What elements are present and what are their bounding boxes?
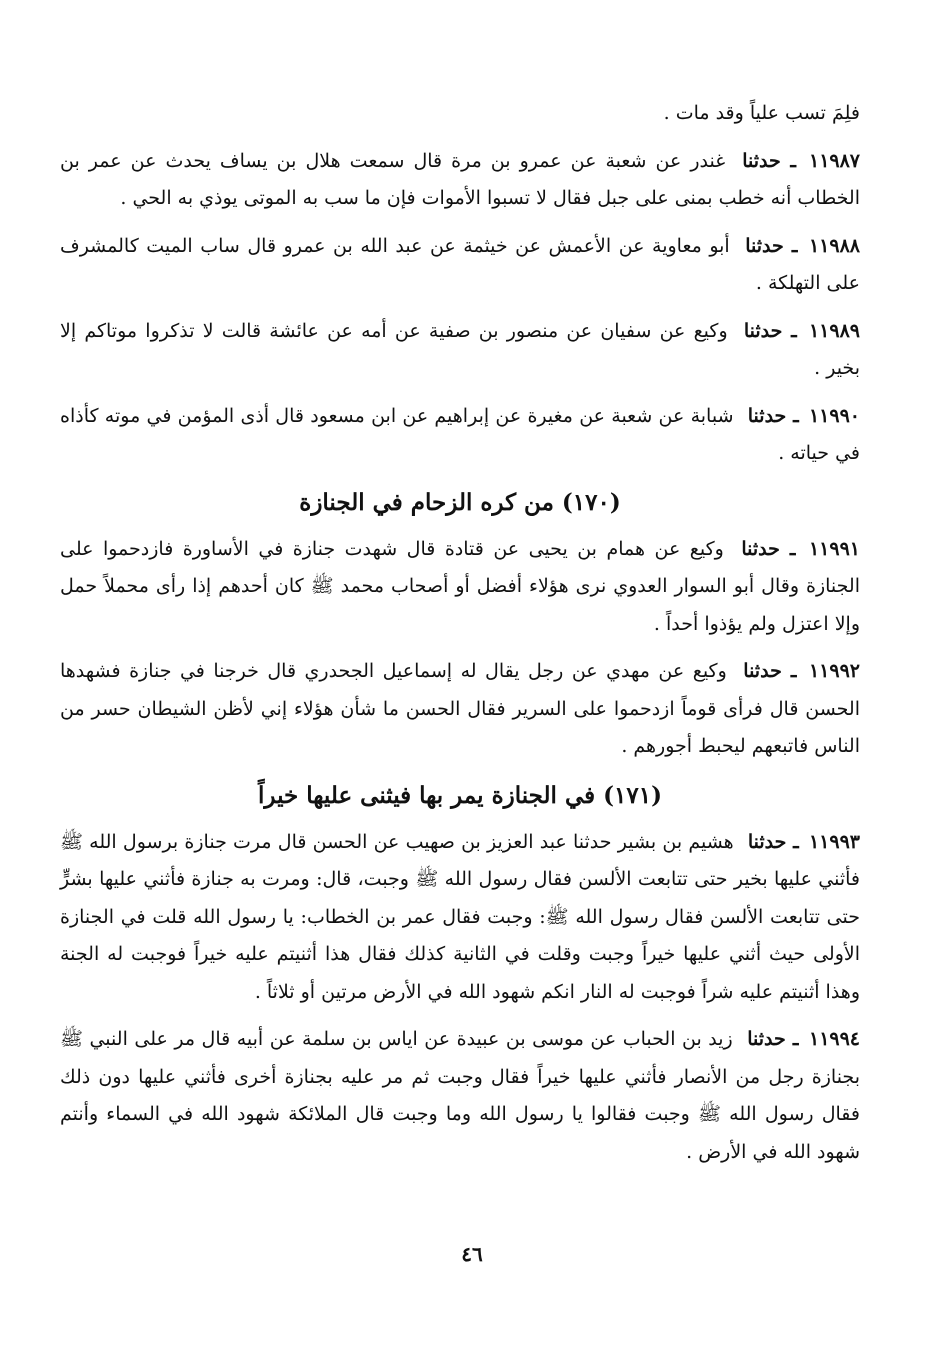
hadith-text: وكيع عن مهدي عن رجل يقال له إسماعيل الجحدري قال خرجنا في جنازة فشهدها الحسن قال فرأى قوماً ازدحموا على السرير فقال الحسن ما شأن هؤلاء إني لأظن الشيطان حسر من الناس فاتبعهم ليحبط أجورهم . bbox=[60, 660, 860, 757]
hadith-text: أبو معاوية عن الأعمش عن خيثمة عن عبد الله بن عمرو قال ساب الميت كالمشرف على التهلكة . bbox=[60, 234, 860, 294]
hadith-number: ١١٩٨٩ bbox=[808, 319, 860, 342]
hadith-marker: ـ حدثنا bbox=[747, 830, 799, 853]
hadith-text: هشيم بن بشير حدثنا عبد العزيز بن صهيب عن الحسن قال مرت جنازة برسول الله ﷺ فأثني عليها بخير حتى تتابعت الألسن فقال رسول الله ﷺ وجبت، قال: ومرت به جنازة فأثني عليها بشرٍّ حتى تتابعت الألسن فقال رسول الله ﷺ: وجبت فقال عمر بن الخطاب: يا رسول الله قلت في الجنازة الأولى حيث أثني عليها خيراً وجبت وقلت في الثانية كذلك فقال هذا أثنيتم عليه خيراً فوجبت له الجنة وهذا أثنيتم عليه شراً فوجبت له النار انكم شهود الله في الأرض مرتين أو ثلاثاً . bbox=[60, 830, 860, 1003]
hadith-entry bbox=[60, 313, 860, 388]
hadith-text: شبابة عن شعبة عن مغيرة عن إبراهيم عن ابن مسعود قال أذى المؤمن في موته كأذاه في حياته . bbox=[60, 404, 860, 464]
opening-line-text: فلِمَ تسب علياً وقد مات . bbox=[663, 102, 860, 124]
hadith-number: ١١٩٩٢ bbox=[808, 660, 860, 682]
hadith-entry bbox=[60, 398, 860, 473]
section-heading: (١٧٠) من كره الزحام في الجنازة bbox=[299, 488, 621, 516]
hadith-number: ١١٩٩٣ bbox=[808, 830, 860, 853]
hadith-marker: ـ حدثنا bbox=[747, 1028, 799, 1050]
hadith-entry bbox=[60, 824, 860, 1012]
hadith-marker: ـ حدثنا bbox=[747, 404, 799, 427]
page-number: ٤٦ bbox=[461, 1242, 483, 1266]
hadith-marker: ـ حدثنا bbox=[742, 149, 796, 172]
hadith-marker: ـ حدثنا bbox=[743, 660, 797, 682]
hadith-number: ١١٩٨٨ bbox=[808, 234, 860, 257]
hadith-marker: ـ حدثنا bbox=[741, 537, 796, 560]
hadith-entry bbox=[60, 531, 860, 644]
hadith-entry bbox=[60, 143, 860, 218]
hadith-number: ١١٩٩٤ bbox=[808, 1028, 861, 1050]
section-heading: (١٧١) في الجنازة يمر بها فيثنى عليها خيراً bbox=[258, 781, 662, 809]
hadith-text: وكيع عن همام بن يحيى عن قتادة قال شهدت جنازة في الأساورة فازدحموا على الجنازة وقال أبو السوار العدوي نرى هؤلاء أفضل أو أصحاب محمد ﷺ كان أحدهم إذا رأى محملاً حمل وإلا اعتزل ولم يؤذوا أحداً . bbox=[60, 537, 860, 635]
hadith-marker: ـ حدثنا bbox=[743, 319, 797, 342]
hadith-number: ١١٩٩٠ bbox=[808, 404, 860, 427]
hadith-text: غندر عن شعبة عن عمرو بن مرة قال سمعت هلال بن يساف يحدث عن عمر بن الخطاب أنه خطب بمنى على جبل فقال لا تسبوا الأموات فإن ما سب به الموتى يوذي به الحي . bbox=[60, 149, 860, 209]
hadith-entry bbox=[60, 228, 860, 303]
hadith-number: ١١٩٨٧ bbox=[808, 149, 861, 172]
hadith-text: وكيع عن سفيان عن منصور بن صفية عن أمه عن عائشة قالت لا تذكروا موتاكم إلا بخير . bbox=[60, 319, 860, 379]
page-body bbox=[60, 95, 860, 1181]
hadith-text: زيد بن الحباب عن موسى بن عبيدة عن اياس بن سلمة عن أبيه قال مر على النبي ﷺ بجنازة رجل من الأنصار فأثني عليها خيراً فقال وجبت ثم مر عليه بجنازة أخرى فأثني عليها دون ذلك فقال رسول الله ﷺ وجبت فقالوا يا رسول الله وما وجبت قال الملائكة شهود الله في السماء وأنتم شهود الله في الأرض . bbox=[60, 1028, 860, 1163]
hadith-entry bbox=[60, 653, 860, 766]
hadith-entry bbox=[60, 1021, 860, 1171]
opening-line bbox=[60, 95, 860, 133]
hadith-number: ١١٩٩١ bbox=[808, 537, 860, 560]
hadith-marker: ـ حدثنا bbox=[745, 234, 798, 257]
